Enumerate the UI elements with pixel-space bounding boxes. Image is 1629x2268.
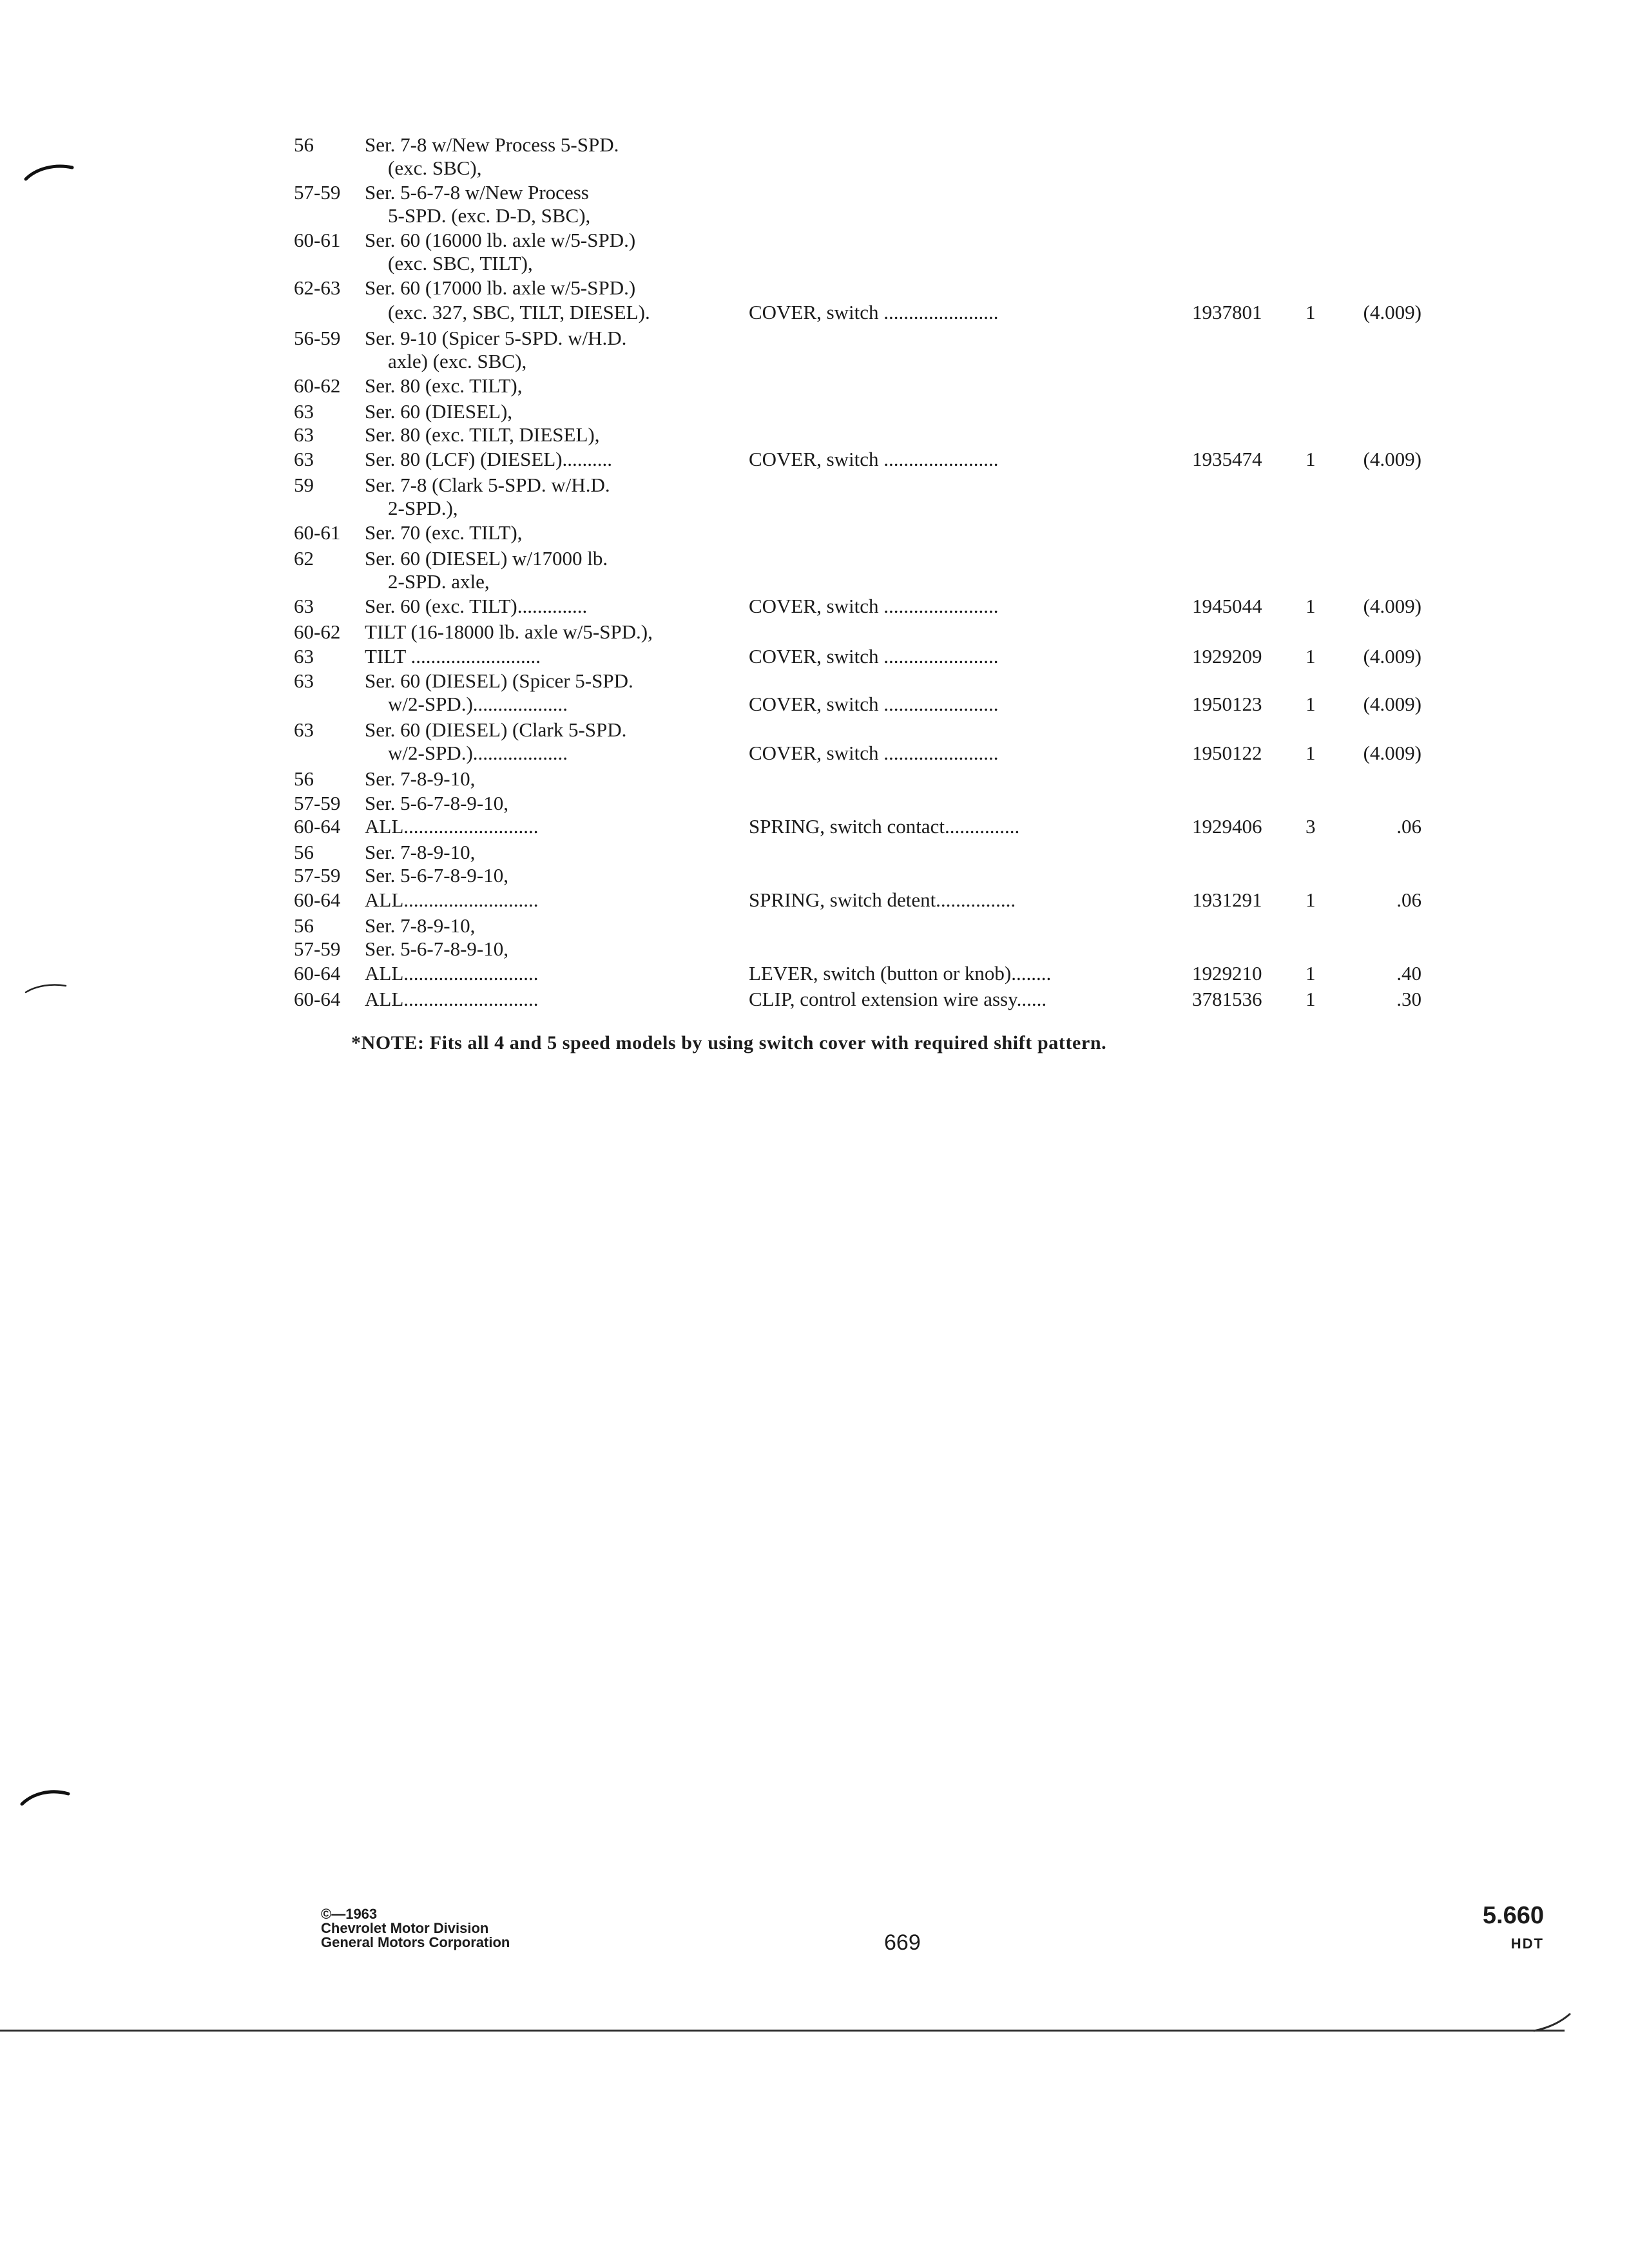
application-cell: Ser. 7-8-9-10, (365, 841, 476, 863)
application-cell: Ser. 5-6-7-8 w/New Process (365, 181, 589, 204)
price-cell: .30 (1396, 988, 1422, 1010)
price-cell: (4.009) (1363, 301, 1422, 323)
table-row (0, 620, 1629, 644)
table-row (0, 180, 1629, 205)
description-cell: COVER, switch ....................... (749, 645, 999, 668)
table-row (0, 349, 1629, 374)
year-cell: 60-64 (294, 962, 341, 985)
section-number: 5.660 (1482, 1902, 1544, 1929)
year-cell: 56 (294, 133, 314, 156)
year-cell: 63 (294, 595, 314, 617)
table-row (0, 741, 1629, 765)
year-cell: 57-59 (294, 792, 341, 814)
division-name: Chevrolet Motor Division (321, 1920, 489, 1936)
application-cell: ALL........................... (365, 889, 539, 911)
application-cell: (exc. 327, SBC, TILT, DIESEL). (388, 301, 650, 323)
part-number-cell: 1929209 (1192, 645, 1262, 668)
quantity-cell: 1 (1306, 889, 1316, 911)
table-row (0, 133, 1629, 157)
part-number-cell: 1945044 (1192, 595, 1262, 617)
quantity-cell: 3 (1306, 815, 1316, 838)
application-cell: Ser. 60 (exc. TILT).............. (365, 595, 588, 617)
application-cell: (exc. SBC, TILT), (388, 252, 533, 274)
table-row (0, 251, 1629, 276)
year-cell: 62-63 (294, 276, 341, 299)
description-cell: COVER, switch ....................... (749, 595, 999, 617)
application-cell: ALL........................... (365, 962, 539, 985)
table-row (0, 521, 1629, 545)
table-row (0, 473, 1629, 497)
application-cell: ALL........................... (365, 988, 539, 1010)
price-cell: .06 (1396, 889, 1422, 911)
year-cell: 56-59 (294, 327, 341, 349)
table-row (0, 914, 1629, 938)
table-row (0, 228, 1629, 253)
part-number-cell: 1937801 (1192, 301, 1262, 323)
price-cell: (4.009) (1363, 693, 1422, 715)
table-row (0, 399, 1629, 424)
year-cell: 60-61 (294, 229, 341, 251)
section-code: HDT (1510, 1936, 1544, 1952)
price-cell: (4.009) (1363, 742, 1422, 764)
binder-mark-bottom (19, 1786, 71, 1808)
table-row (0, 961, 1629, 986)
table-row (0, 767, 1629, 791)
application-cell: Ser. 9-10 (Spicer 5-SPD. w/H.D. (365, 327, 627, 349)
table-row (0, 692, 1629, 716)
application-cell: Ser. 60 (16000 lb. axle w/5-SPD.) (365, 229, 636, 251)
year-cell: 57-59 (294, 181, 341, 204)
rule-end-flourish (1534, 2010, 1572, 2036)
year-cell: 63 (294, 400, 314, 423)
part-number-cell: 1935474 (1192, 448, 1262, 470)
description-cell: LEVER, switch (button or knob)........ (749, 962, 1052, 985)
table-row (0, 937, 1629, 961)
quantity-cell: 1 (1306, 448, 1316, 470)
table-row (0, 644, 1629, 669)
price-cell: (4.009) (1363, 448, 1422, 470)
application-cell: Ser. 80 (exc. TILT, DIESEL), (365, 423, 600, 446)
table-row (0, 546, 1629, 571)
table-row (0, 814, 1629, 839)
year-cell: 63 (294, 423, 314, 446)
application-cell: ALL........................... (365, 815, 539, 838)
application-cell: TILT (16-18000 lb. axle w/5-SPD.), (365, 620, 653, 643)
application-cell: Ser. 7-8 w/New Process 5-SPD. (365, 133, 619, 156)
application-cell: w/2-SPD.)................... (388, 693, 568, 715)
quantity-cell: 1 (1306, 595, 1316, 617)
table-row (0, 300, 1629, 325)
table-row (0, 496, 1629, 521)
copyright: ©—1963 (321, 1906, 378, 1922)
application-cell: TILT .......................... (365, 645, 541, 668)
bottom-rule (0, 2030, 1565, 2032)
year-cell: 60-62 (294, 620, 341, 643)
year-cell: 60-64 (294, 988, 341, 1010)
application-cell: Ser. 5-6-7-8-9-10, (365, 792, 508, 814)
year-cell: 63 (294, 669, 314, 692)
table-row (0, 840, 1629, 865)
table-row (0, 276, 1629, 300)
year-cell: 63 (294, 448, 314, 470)
table-row (0, 594, 1629, 619)
year-cell: 56 (294, 914, 314, 937)
application-cell: Ser. 5-6-7-8-9-10, (365, 864, 508, 887)
quantity-cell: 1 (1306, 742, 1316, 764)
year-cell: 56 (294, 841, 314, 863)
table-row (0, 374, 1629, 398)
year-cell: 60-61 (294, 521, 341, 544)
year-cell: 60-62 (294, 374, 341, 397)
quantity-cell: 1 (1306, 301, 1316, 323)
description-cell: COVER, switch ....................... (749, 301, 999, 323)
quantity-cell: 1 (1306, 988, 1316, 1010)
table-row (0, 423, 1629, 447)
application-cell: Ser. 60 (DIESEL) w/17000 lb. (365, 547, 608, 570)
application-cell: 2-SPD. axle, (388, 570, 490, 593)
price-cell: (4.009) (1363, 595, 1422, 617)
application-cell: (exc. SBC), (388, 157, 482, 179)
description-cell: CLIP, control extension wire assy...... (749, 988, 1047, 1010)
table-row (0, 791, 1629, 816)
publisher-block (321, 1907, 510, 1950)
binder-mark-middle (23, 981, 68, 996)
year-cell: 60-64 (294, 889, 341, 911)
application-cell: 5-SPD. (exc. D-D, SBC), (388, 204, 591, 227)
description-cell: COVER, switch ....................... (749, 448, 999, 470)
table-row (0, 447, 1629, 472)
year-cell: 62 (294, 547, 314, 570)
application-cell: Ser. 60 (DIESEL) (Clark 5-SPD. (365, 718, 627, 741)
quantity-cell: 1 (1306, 645, 1316, 668)
part-number-cell: 1931291 (1192, 889, 1262, 911)
year-cell: 59 (294, 474, 314, 496)
corporation-name: General Motors Corporation (321, 1934, 510, 1950)
part-number-cell: 1929406 (1192, 815, 1262, 838)
year-cell: 56 (294, 767, 314, 790)
description-cell: COVER, switch ....................... (749, 693, 999, 715)
application-cell: axle) (exc. SBC), (388, 350, 527, 372)
footnote: *NOTE: Fits all 4 and 5 speed models by using switch cover with required shift pattern. (351, 1032, 1107, 1053)
application-cell: Ser. 70 (exc. TILT), (365, 521, 523, 544)
application-cell: w/2-SPD.)................... (388, 742, 568, 764)
table-row (0, 570, 1629, 594)
price-cell: .40 (1396, 962, 1422, 985)
part-number-cell: 1950123 (1192, 693, 1262, 715)
part-number-cell: 1929210 (1192, 962, 1262, 985)
year-cell: 63 (294, 645, 314, 668)
quantity-cell: 1 (1306, 693, 1316, 715)
application-cell: Ser. 80 (exc. TILT), (365, 374, 523, 397)
application-cell: Ser. 7-8 (Clark 5-SPD. w/H.D. (365, 474, 610, 496)
application-cell: Ser. 80 (LCF) (DIESEL).......... (365, 448, 613, 470)
part-number-cell: 3781536 (1192, 988, 1262, 1010)
quantity-cell: 1 (1306, 962, 1316, 985)
application-cell: Ser. 7-8-9-10, (365, 914, 476, 937)
table-row (0, 156, 1629, 180)
table-row (0, 204, 1629, 228)
table-row (0, 888, 1629, 912)
application-cell: Ser. 60 (DIESEL) (Spicer 5-SPD. (365, 669, 633, 692)
year-cell: 63 (294, 718, 314, 741)
application-cell: Ser. 7-8-9-10, (365, 767, 476, 790)
year-cell: 57-59 (294, 937, 341, 960)
description-cell: COVER, switch ....................... (749, 742, 999, 764)
description-cell: SPRING, switch detent................ (749, 889, 1016, 911)
application-cell: Ser. 60 (17000 lb. axle w/5-SPD.) (365, 276, 636, 299)
application-cell: Ser. 60 (DIESEL), (365, 400, 513, 423)
description-cell: SPRING, switch contact............... (749, 815, 1020, 838)
page-number: 669 (884, 1930, 921, 1955)
table-row (0, 669, 1629, 693)
year-cell: 60-64 (294, 815, 341, 838)
part-number-cell: 1950122 (1192, 742, 1262, 764)
table-row (0, 987, 1629, 1012)
table-row (0, 326, 1629, 351)
price-cell: .06 (1396, 815, 1422, 838)
application-cell: 2-SPD.), (388, 497, 458, 519)
table-row (0, 718, 1629, 742)
price-cell: (4.009) (1363, 645, 1422, 668)
binder-mark-top (23, 161, 75, 183)
application-cell: Ser. 5-6-7-8-9-10, (365, 937, 508, 960)
year-cell: 57-59 (294, 864, 341, 887)
table-row (0, 863, 1629, 888)
